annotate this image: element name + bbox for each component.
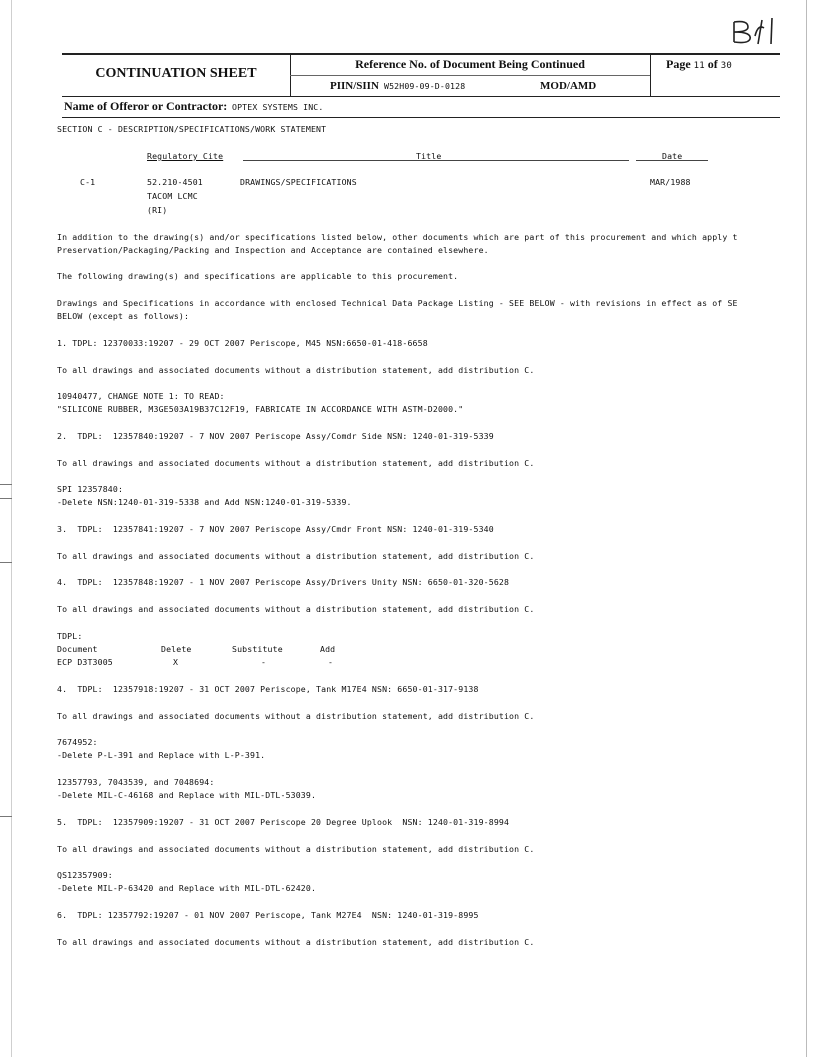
clause-cite: 52.210-4501: [147, 177, 203, 187]
clause-id: C-1: [80, 177, 96, 187]
margin-tick: [0, 484, 12, 485]
tdpl-item: 4. TDPL: 12357848:19207 - 1 NOV 2007 Periscope Assy/Drivers Unity NSN: 6650-01-320-5628: [57, 577, 510, 587]
page-number: 11: [693, 61, 705, 71]
change-note: -Delete NSN:1240-01-319-5338 and Add NSN:1240-01-319-5339.: [57, 497, 352, 507]
table-header-delete: Delete: [161, 644, 192, 654]
offeror-label: Name of Offeror or Contractor:: [64, 99, 228, 113]
page-total: 30: [720, 61, 732, 71]
table-cell-delete: X: [173, 657, 179, 667]
mod-amd-label: MOD/AMD: [540, 80, 597, 92]
left-margin-rule: [11, 0, 12, 1057]
distribution-note: To all drawings and associated documents without a distribution statement, add distribution C.: [57, 844, 535, 854]
change-note: -Delete P-L-391 and Replace with L-P-391.: [57, 750, 266, 760]
sheet-title: CONTINUATION SHEET: [95, 66, 257, 81]
piin-label: PIIN/SIIN: [330, 80, 379, 92]
paragraph-line: BELOW (except as follows):: [57, 311, 190, 321]
col-header-title: Title: [416, 151, 442, 161]
clause-title: DRAWINGS/SPECIFICATIONS: [240, 177, 357, 187]
tdpl-table-label: TDPL:: [57, 631, 83, 641]
col-header-regulatory-cite: Regulatory Cite: [147, 151, 224, 161]
tdpl-item: 2. TDPL: 12357840:19207 - 7 NOV 2007 Periscope Assy/Comdr Side NSN: 1240-01-319-5339: [57, 431, 494, 441]
table-header-substitute: Substitute: [232, 644, 283, 654]
right-margin-rule: [806, 0, 807, 1057]
change-note: "SILICONE RUBBER, M3GE503A19B37C12F19, FABRICATE IN ACCORDANCE WITH ASTM-D2000.": [57, 404, 464, 414]
tdpl-item: 3. TDPL: 12357841:19207 - 7 NOV 2007 Periscope Assy/Cmdr Front NSN: 1240-01-319-5340: [57, 524, 494, 534]
tdpl-item: 1. TDPL: 12370033:19207 - 29 OCT 2007 Periscope, M45 NSN:6650-01-418-6658: [57, 338, 428, 348]
distribution-note: To all drawings and associated documents without a distribution statement, add distribution C.: [57, 458, 535, 468]
page-label: Page: [666, 57, 691, 71]
table-cell-document: ECP D3T3005: [57, 657, 113, 667]
change-note: 7674952:: [57, 737, 98, 747]
tdpl-item: 5. TDPL: 12357909:19207 - 31 OCT 2007 Periscope 20 Degree Uplook NSN: 1240-01-319-8994: [57, 817, 510, 827]
table-cell-substitute: -: [261, 657, 267, 667]
change-note: -Delete MIL-P-63420 and Replace with MIL-DTL-62420.: [57, 883, 317, 893]
page-indicator: [666, 57, 732, 72]
page-of-label: of: [707, 57, 718, 71]
margin-tick: [0, 562, 12, 563]
section-heading: SECTION C - DESCRIPTION/SPECIFICATIONS/WORK STATEMENT: [57, 124, 327, 134]
change-note: 12357793, 7043539, and 7048694:: [57, 777, 215, 787]
clause-date: MAR/1988: [650, 177, 691, 187]
reference-label: Reference No. of Document Being Continued: [355, 57, 585, 71]
handwritten-page-mark: [728, 14, 788, 50]
paragraph-line: In addition to the drawing(s) and/or specifications listed below, other documents which are part of this procurement and which apply t: [57, 232, 738, 242]
distribution-note: To all drawings and associated documents without a distribution statement, add distribution C.: [57, 604, 535, 614]
distribution-note: To all drawings and associated documents without a distribution statement, add distribution C.: [57, 937, 535, 947]
paragraph-line: The following drawing(s) and specifications are applicable to this procurement.: [57, 271, 459, 281]
margin-tick: [0, 816, 12, 817]
piin-value: W52H09-09-D-0128: [384, 81, 466, 91]
change-note: QS12357909:: [57, 870, 113, 880]
tdpl-item: 6. TDPL: 12357792:19207 - 01 NOV 2007 Periscope, Tank M27E4 NSN: 1240-01-319-8995: [57, 910, 479, 920]
table-header-add: Add: [320, 644, 336, 654]
distribution-note: To all drawings and associated documents without a distribution statement, add distribution C.: [57, 551, 535, 561]
distribution-note: To all drawings and associated documents without a distribution statement, add distribution C.: [57, 365, 535, 375]
paragraph-line: Preservation/Packaging/Packing and Inspection and Acceptance are contained elsewhere.: [57, 245, 489, 255]
margin-tick: [0, 498, 12, 499]
clause-cite-agency: TACOM LCMC: [147, 191, 198, 201]
offeror-value: OPTEX SYSTEMS INC.: [232, 102, 324, 112]
tdpl-item: 4. TDPL: 12357918:19207 - 31 OCT 2007 Periscope, Tank M17E4 NSN: 6650-01-317-9138: [57, 684, 479, 694]
change-note: 10940477, CHANGE NOTE 1: TO READ:: [57, 391, 225, 401]
distribution-note: To all drawings and associated documents without a distribution statement, add distribution C.: [57, 711, 535, 721]
paragraph-line: Drawings and Specifications in accordance with enclosed Technical Data Package Listing - SEE BELOW - with revisions in effect as of SE: [57, 298, 738, 308]
change-note: -Delete MIL-C-46168 and Replace with MIL-DTL-53039.: [57, 790, 317, 800]
col-header-date: Date: [662, 151, 683, 161]
change-note: SPI 12357840:: [57, 484, 124, 494]
table-cell-add: -: [328, 657, 334, 667]
clause-cite-type: (RI): [147, 205, 168, 215]
table-header-document: Document: [57, 644, 98, 654]
